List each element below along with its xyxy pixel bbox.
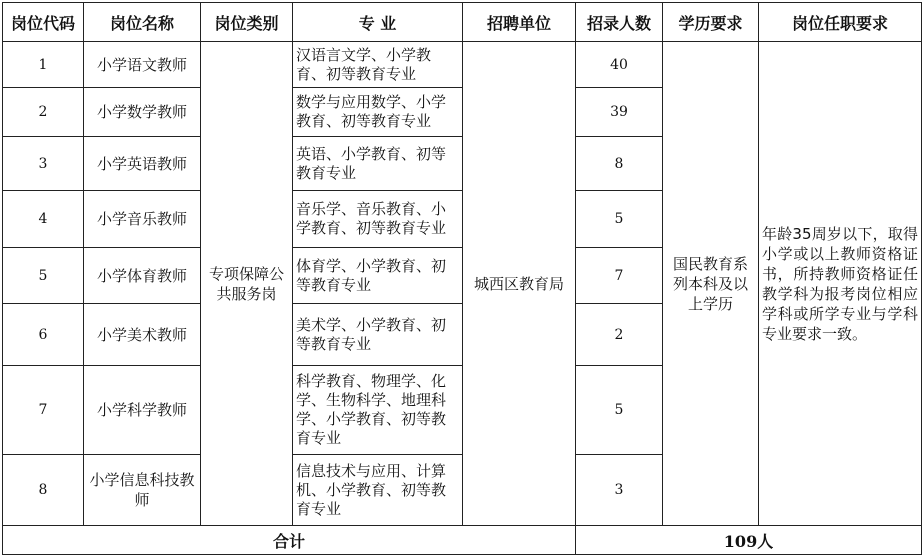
row-count: 40 — [576, 42, 663, 88]
total-label: 合计 — [3, 526, 576, 555]
row-code: 4 — [3, 191, 84, 248]
header-education: 学历要求 — [663, 3, 759, 42]
total-row — [3, 526, 922, 555]
header-name: 岗位名称 — [84, 3, 201, 42]
shared-education: 国民教育系列本科及以上学历 — [663, 42, 759, 526]
row-code: 3 — [3, 137, 84, 191]
row-name: 小学美术教师 — [84, 304, 201, 366]
header-major: 专 业 — [293, 3, 463, 42]
header-unit: 招聘单位 — [463, 3, 576, 42]
row-count: 39 — [576, 88, 663, 137]
row-code: 1 — [3, 42, 84, 88]
row-count: 3 — [576, 455, 663, 526]
header-row — [3, 3, 922, 42]
row-major: 汉语言文学、小学教育、初等教育专业 — [293, 42, 463, 88]
recruitment-table — [2, 2, 922, 555]
table-row — [3, 42, 922, 88]
header-requirement: 岗位任职要求 — [759, 3, 922, 42]
row-count: 5 — [576, 191, 663, 248]
row-count: 5 — [576, 366, 663, 455]
row-major: 体育学、小学教育、初等教育专业 — [293, 248, 463, 304]
row-code: 2 — [3, 88, 84, 137]
row-code: 6 — [3, 304, 84, 366]
row-major: 科学教育、物理学、化学、生物科学、地理科学、小学教育、初等教育专业 — [293, 366, 463, 455]
header-count: 招录人数 — [576, 3, 663, 42]
row-name: 小学数学教师 — [84, 88, 201, 137]
row-name: 小学语文教师 — [84, 42, 201, 88]
row-name: 小学科学教师 — [84, 366, 201, 455]
row-major: 音乐学、音乐教育、小学教育、初等教育专业 — [293, 191, 463, 248]
shared-unit: 城西区教育局 — [463, 42, 576, 526]
row-major: 美术学、小学教育、初等教育专业 — [293, 304, 463, 366]
row-major: 英语、小学教育、初等教育专业 — [293, 137, 463, 191]
shared-requirement: 年龄35周岁以下，取得小学或以上教师资格证书，所持教师资格证任教学科为报考岗位相应学科或所学专业与学科专业要求一致。 — [759, 42, 922, 526]
row-count: 8 — [576, 137, 663, 191]
row-major: 数学与应用数学、小学教育、初等教育专业 — [293, 88, 463, 137]
header-code: 岗位代码 — [3, 3, 84, 42]
row-name: 小学信息科技教师 — [84, 455, 201, 526]
row-name: 小学音乐教师 — [84, 191, 201, 248]
row-code: 5 — [3, 248, 84, 304]
row-major: 信息技术与应用、计算机、小学教育、初等教育专业 — [293, 455, 463, 526]
shared-category: 专项保障公共服务岗 — [201, 42, 293, 526]
row-count: 2 — [576, 304, 663, 366]
row-name: 小学体育教师 — [84, 248, 201, 304]
row-code: 8 — [3, 455, 84, 526]
row-count: 7 — [576, 248, 663, 304]
total-value: 109人 — [576, 526, 922, 555]
row-code: 7 — [3, 366, 84, 455]
row-name: 小学英语教师 — [84, 137, 201, 191]
header-category: 岗位类别 — [201, 3, 293, 42]
